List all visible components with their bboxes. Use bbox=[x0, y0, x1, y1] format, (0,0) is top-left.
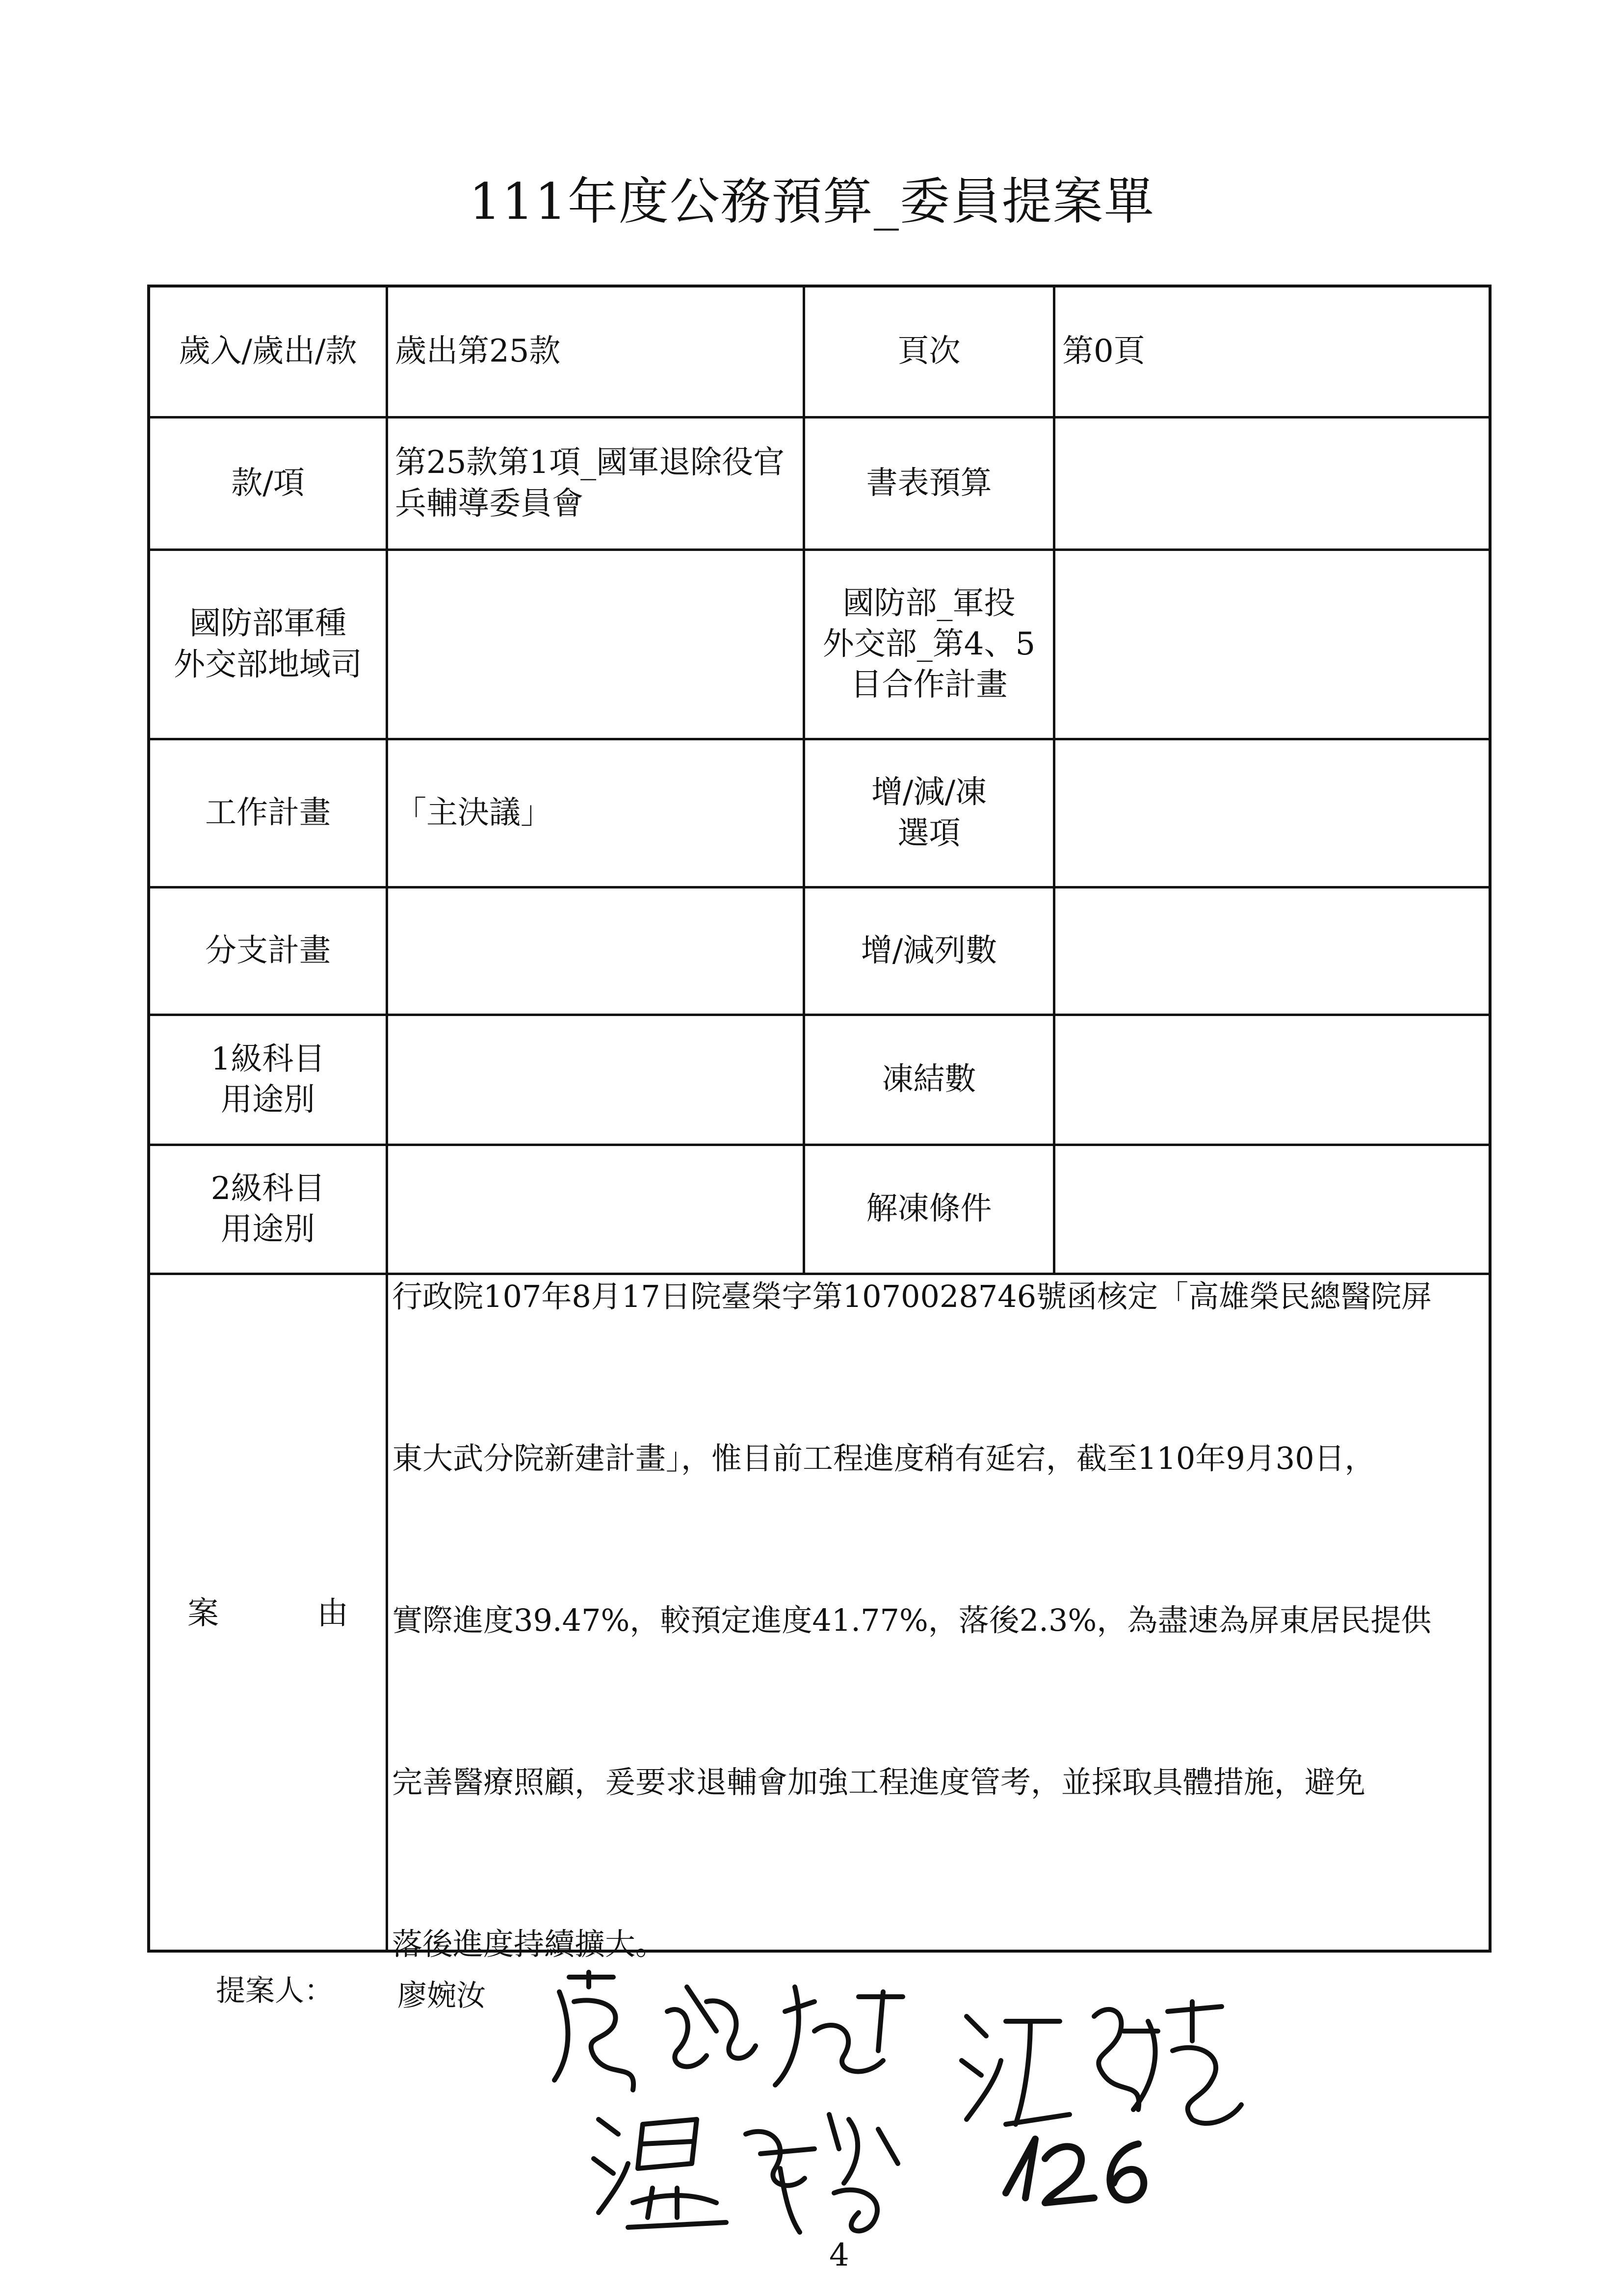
value-unfreeze-condition bbox=[1055, 1146, 1492, 1273]
label-line: 用途別 bbox=[221, 1211, 315, 1248]
proposer-name: 廖婉汝 bbox=[397, 1979, 486, 2013]
value-defense-foreign-division bbox=[388, 551, 803, 738]
label-reason-char: 由 bbox=[317, 1595, 348, 1632]
value-level2-subject bbox=[388, 1146, 803, 1273]
label-defense-foreign-division bbox=[150, 551, 386, 738]
value-adjust-option bbox=[1055, 740, 1492, 886]
label-branch-plan: 分支計畫 bbox=[205, 932, 331, 969]
reason-line: 東大武分院新建計畫」，惟目前工程進度稍有延宕，截至110年9月30日， bbox=[392, 1440, 1375, 1476]
label-line: 國防部_軍投 bbox=[842, 585, 1016, 622]
label-line: 外交部地域司 bbox=[174, 646, 362, 683]
label-frozen-amount: 凍結數 bbox=[882, 1061, 976, 1098]
signature-wen-yu-hsia bbox=[584, 2090, 917, 2247]
page-title: 111年度公務預算_委員提案單 bbox=[469, 173, 1155, 231]
label-line: 外交部_第4、5 bbox=[822, 626, 1036, 662]
label-work-plan: 工作計畫 bbox=[205, 794, 331, 831]
value-page-number: 第0頁 bbox=[1062, 333, 1145, 370]
label-section-item: 款/項 bbox=[231, 465, 305, 501]
reason-line: 行政院107年8月17日院臺榮字第1070028746號函核定「高雄榮民總醫院屏 bbox=[392, 1278, 1432, 1314]
reason-line: 完善醫療照顧，爰要求退輔會加強工程進度管考，並採取具體措施，避免 bbox=[392, 1764, 1366, 1800]
value-section-item-line: 兵輔導委員會 bbox=[395, 485, 583, 522]
proposer-label: 提案人： bbox=[216, 1974, 334, 2008]
value-frozen-amount bbox=[1055, 1016, 1492, 1144]
value-statement-budget bbox=[1055, 418, 1492, 548]
label-adjust-amount: 增/減列數 bbox=[861, 932, 997, 969]
label-line: 用途別 bbox=[221, 1082, 315, 1118]
label-reason bbox=[150, 1275, 386, 1953]
label-line: 目合作計畫 bbox=[850, 667, 1008, 704]
value-level1-subject bbox=[388, 1016, 803, 1144]
label-line: 選項 bbox=[897, 815, 961, 852]
label-statement-budget: 書表預算 bbox=[866, 465, 992, 501]
label-revenue-expense-section: 歲入/歲出/款 bbox=[179, 333, 357, 370]
value-adjust-amount bbox=[1055, 888, 1492, 1014]
label-reason-char: 案 bbox=[187, 1595, 219, 1632]
handwritten-number bbox=[991, 2114, 1158, 2213]
label-line: 2級科目 bbox=[210, 1170, 325, 1207]
label-adjust-option bbox=[805, 740, 1053, 886]
value-branch-plan bbox=[388, 888, 803, 1014]
value-work-plan: 「主決議」 bbox=[395, 794, 552, 831]
label-page-number: 頁次 bbox=[897, 333, 961, 370]
label-line: 1級科目 bbox=[210, 1041, 325, 1077]
reason-line: 落後進度持續擴大。 bbox=[392, 1926, 666, 1962]
page-number: 4 bbox=[829, 2237, 849, 2273]
value-section-item-line: 第25款第1項_國軍退除役官 bbox=[395, 444, 785, 481]
value-revenue-expense-section: 歲出第25款 bbox=[395, 333, 561, 370]
label-line: 國防部軍種 bbox=[189, 605, 346, 642]
label-cooperation-plan bbox=[805, 551, 1053, 738]
value-section-item bbox=[388, 418, 803, 548]
label-level2-subject bbox=[150, 1146, 386, 1273]
value-cooperation-plan bbox=[1055, 551, 1492, 738]
reason-line: 實際進度39.47%，較預定進度41.77%，落後2.3%，為盡速為屏東居民提供 bbox=[392, 1602, 1432, 1638]
label-line: 增/減/凍 bbox=[871, 774, 987, 811]
label-level1-subject bbox=[150, 1016, 386, 1144]
label-unfreeze-condition: 解凍條件 bbox=[866, 1191, 992, 1227]
reason-text bbox=[385, 1272, 1489, 1962]
